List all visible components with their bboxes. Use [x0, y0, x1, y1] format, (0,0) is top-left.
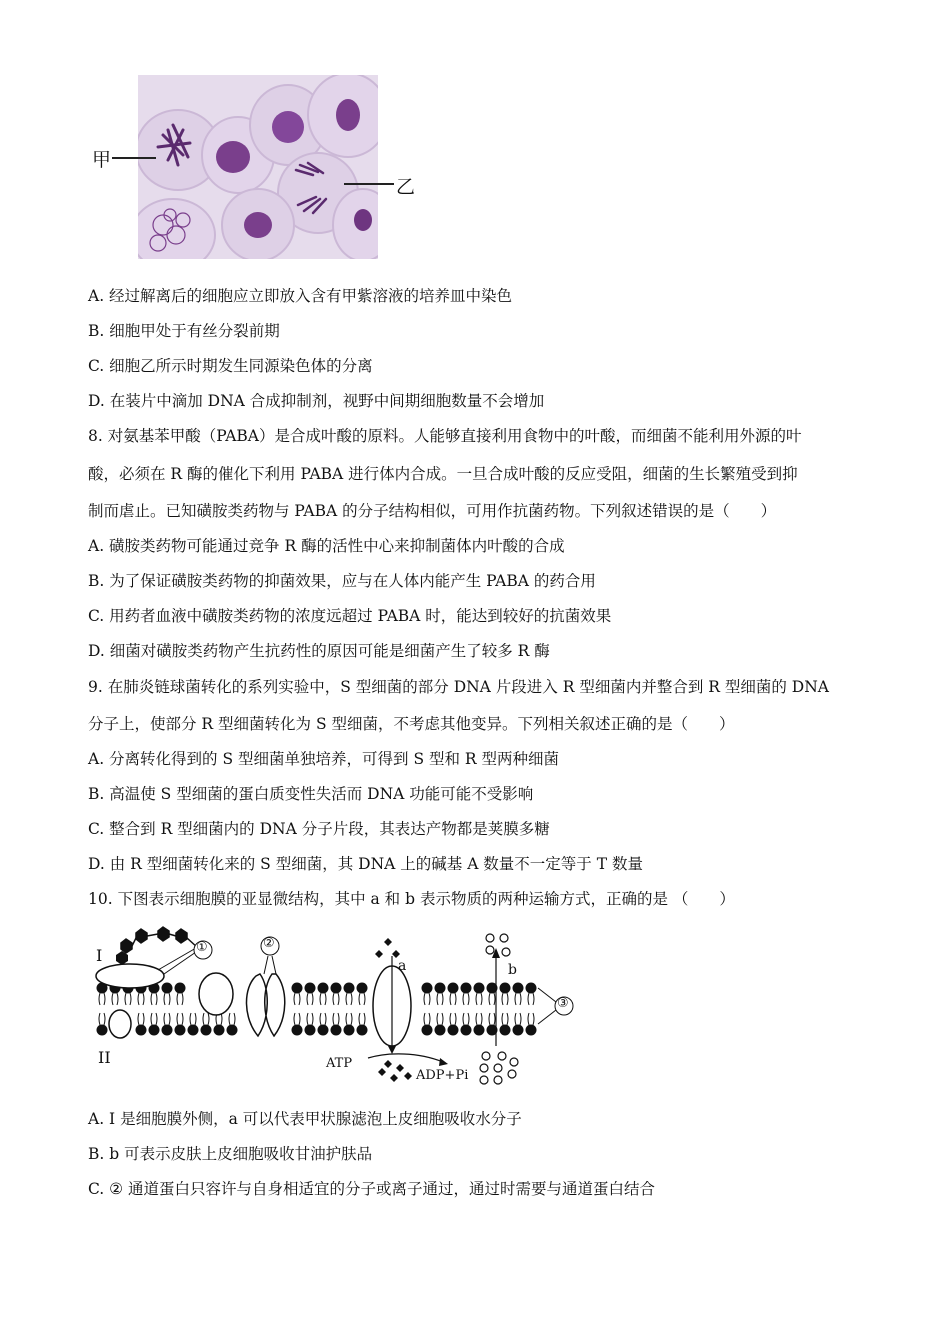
- phospholipid-head: [188, 1025, 199, 1036]
- phospholipid-tail: [333, 993, 339, 1005]
- mitosis-micrograph: [138, 75, 378, 259]
- phospholipid-tail: [99, 1013, 105, 1025]
- phospholipid-head: [513, 983, 524, 994]
- q8-option-c: C. 用药者血液中磺胺类药物的浓度远超过 PABA 时，能达到较好的抗菌效果: [88, 607, 612, 625]
- phospholipid-head: [422, 983, 433, 994]
- phospholipid-tail: [489, 1013, 495, 1025]
- phospholipid-tail: [203, 1013, 209, 1025]
- membrane-protein: [199, 973, 233, 1015]
- glycoprotein: [121, 927, 198, 953]
- label-3: ③: [557, 996, 569, 1011]
- q8-stem-line: 酸，必须在 R 酶的催化下利用 PABA 进行体内合成。一旦合成叶酸的反应受阻，细菌的生长繁殖受到抑: [88, 465, 798, 483]
- phospholipid-tail: [112, 993, 118, 1005]
- phospholipid-tail: [346, 993, 352, 1005]
- phospholipid-head: [500, 983, 511, 994]
- q10-option-c: C. ② 通道蛋白只容许与自身相适宜的分子或离子通过，通过时需要与通道蛋白结合: [88, 1180, 655, 1198]
- phospholipid-head: [435, 1025, 446, 1036]
- phospholipid-head: [227, 1025, 238, 1036]
- phospholipid-tail: [359, 993, 365, 1005]
- phospholipid-tail: [528, 993, 534, 1005]
- phospholipid-tail: [515, 1013, 521, 1025]
- phospholipid-head: [357, 983, 368, 994]
- phospholipid-head: [344, 983, 355, 994]
- phospholipid-head: [448, 983, 459, 994]
- phospholipid-tail: [489, 993, 495, 1005]
- phospholipid-tail: [229, 1013, 235, 1025]
- q9-option-a: A. 分离转化得到的 S 型细菌单独培养，可得到 S 型和 R 型两种细菌: [88, 750, 560, 768]
- label-a: a: [398, 958, 407, 974]
- diamond-particle: [392, 950, 400, 958]
- phospholipid-head: [175, 1025, 186, 1036]
- phospholipid-tail: [190, 1013, 196, 1025]
- phospholipid-head: [292, 1025, 303, 1036]
- phospholipid-tail: [476, 993, 482, 1005]
- label-side-I: I: [96, 946, 103, 965]
- peripheral-protein: [109, 1010, 131, 1038]
- phospholipid-tail: [515, 993, 521, 1005]
- q8-option-b: B. 为了保证磺胺类药物的抑菌效果，应与在人体内能产生 PABA 的药合用: [88, 572, 596, 590]
- phospholipid-head: [344, 1025, 355, 1036]
- phospholipid-tail: [320, 993, 326, 1005]
- diamond-particle: [384, 938, 392, 946]
- diamond-particle: [396, 1064, 404, 1072]
- phospholipid-head: [97, 1025, 108, 1036]
- diamond-particle: [404, 1072, 412, 1080]
- label-side-II: II: [98, 1048, 111, 1067]
- phospholipid-tail: [320, 1013, 326, 1025]
- phospholipid-tail: [294, 993, 300, 1005]
- phospholipid-tail: [463, 1013, 469, 1025]
- label-cell-jia: 甲: [92, 149, 112, 171]
- q10-stem: 10. 下图表示细胞膜的亚显微结构，其中 a 和 b 表示物质的两种运输方式，正确的是 （ ）: [88, 890, 735, 908]
- label-1: ①: [196, 940, 208, 955]
- phospholipid-tail: [424, 1013, 430, 1025]
- phospholipid-tail: [359, 1013, 365, 1025]
- phospholipid-head: [474, 1025, 485, 1036]
- q9-option-d: D. 由 R 型细菌转化来的 S 型细菌，其 DNA 上的碱基 A 数量不一定等于 T 数量: [88, 855, 644, 873]
- phospholipid-head: [318, 1025, 329, 1036]
- phospholipid-tail: [138, 993, 144, 1005]
- phospholipid-head: [201, 1025, 212, 1036]
- phospholipid-tail: [177, 1013, 183, 1025]
- phospholipid-head: [448, 1025, 459, 1036]
- label-b: b: [508, 962, 517, 978]
- q8-stem-line: 8. 对氨基苯甲酸（PABA）是合成叶酸的原料。人能够直接利用食物中的叶酸，而细菌不能利用外源的叶: [88, 427, 802, 445]
- phospholipid-head: [136, 1025, 147, 1036]
- phospholipid-tail: [502, 993, 508, 1005]
- phospholipid-head: [422, 1025, 433, 1036]
- q9-stem-line: 分子上，使部分 R 型细菌转化为 S 型细菌，不考虑其他变异。下列相关叙述正确的是（ ）: [88, 715, 735, 733]
- phospholipid-head: [461, 1025, 472, 1036]
- phospholipid-tail: [463, 993, 469, 1005]
- phospholipid-tail: [346, 1013, 352, 1025]
- phospholipid-tail: [307, 993, 313, 1005]
- phospholipid-head: [474, 983, 485, 994]
- phospholipid-tail: [424, 993, 430, 1005]
- q8-stem-line: 制而虐止。已知磺胺类药物与 PABA 的分子结构相似，可用作抗菌药物。下列叙述错误的是（ ）: [88, 502, 777, 520]
- pointer-line-jia: [112, 157, 156, 159]
- phospholipid-head: [331, 1025, 342, 1036]
- phospholipid-tail: [476, 1013, 482, 1025]
- phospholipid-tail: [151, 993, 157, 1005]
- phospholipid-head: [331, 983, 342, 994]
- phospholipid-head: [435, 983, 446, 994]
- glycoprotein-oval: [96, 964, 164, 988]
- pointer-line-yi: [344, 183, 394, 185]
- phospholipid-tail: [138, 1013, 144, 1025]
- phospholipid-head: [513, 1025, 524, 1036]
- phospholipid-head: [305, 983, 316, 994]
- q9-option-c: C. 整合到 R 型细菌内的 DNA 分子片段，其表达产物都是荚膜多糖: [88, 820, 550, 838]
- atp-arrow: [368, 1054, 443, 1062]
- phospholipid-head: [500, 1025, 511, 1036]
- label-cell-yi: 乙: [396, 176, 416, 198]
- phospholipid-head: [318, 983, 329, 994]
- phospholipid-tail: [450, 993, 456, 1005]
- phospholipid-tail: [437, 993, 443, 1005]
- phospholipid-head: [149, 1025, 160, 1036]
- phospholipid-tail: [450, 1013, 456, 1025]
- diamond-particle: [384, 1060, 392, 1068]
- phospholipid-tail: [164, 1013, 170, 1025]
- phospholipid-tail: [177, 993, 183, 1005]
- phospholipid-head: [305, 1025, 316, 1036]
- q9-option-b: B. 高温使 S 型细菌的蛋白质变性失活而 DNA 功能可能不受影响: [88, 785, 534, 803]
- phospholipid-head: [461, 983, 472, 994]
- diamond-particle: [375, 950, 383, 958]
- phospholipid-tail: [99, 993, 105, 1005]
- phospholipid-tail: [333, 1013, 339, 1025]
- phospholipid-head: [214, 1025, 225, 1036]
- q7-option-c: C. 细胞乙所示时期发生同源染色体的分离: [88, 357, 373, 375]
- label-adp: ADP+Pi: [416, 1068, 469, 1083]
- channel-protein: [246, 974, 284, 1036]
- label-2: ②: [263, 936, 275, 951]
- q9-stem-line: 9. 在肺炎链球菌转化的系列实验中，S 型细菌的部分 DNA 片段进入 R 型细菌内并整合到 R 型细菌的 DNA: [88, 678, 829, 696]
- phospholipid-tail: [502, 1013, 508, 1025]
- phospholipid-tail: [437, 1013, 443, 1025]
- phospholipid-tail: [125, 993, 131, 1005]
- phospholipid-tail: [294, 1013, 300, 1025]
- cell-membrane-diagram: [88, 918, 588, 1094]
- phospholipid-head: [162, 1025, 173, 1036]
- q7-option-b: B. 细胞甲处于有丝分裂前期: [88, 322, 280, 340]
- phospholipid-tail: [528, 1013, 534, 1025]
- phospholipid-tail: [164, 993, 170, 1005]
- phospholipid-head: [175, 983, 186, 994]
- phospholipid-head: [162, 983, 173, 994]
- q10-option-b: B. b 可表示皮肤上皮细胞吸收甘油护肤品: [88, 1145, 373, 1163]
- q8-option-d: D. 细菌对磺胺类药物产生抗药性的原因可能是细菌产生了较多 R 酶: [88, 642, 550, 660]
- phospholipid-head: [526, 1025, 537, 1036]
- phospholipid-head: [526, 983, 537, 994]
- q10-option-a: A. Ⅰ 是细胞膜外侧，a 可以代表甲状腺滤泡上皮细胞吸收水分子: [88, 1110, 522, 1128]
- phospholipid-tail: [307, 1013, 313, 1025]
- diamond-particle: [378, 1068, 386, 1076]
- phospholipid-head: [357, 1025, 368, 1036]
- phospholipid-head: [292, 983, 303, 994]
- q8-option-a: A. 磺胺类药物可能通过竞争 R 酶的活性中心来抑制菌体内叶酸的合成: [88, 537, 565, 555]
- diamond-particle: [390, 1074, 398, 1082]
- q7-option-a: A. 经过解离后的细胞应立即放入含有甲紫溶液的培养皿中染色: [88, 287, 513, 305]
- phospholipid-tail: [151, 1013, 157, 1025]
- q7-option-d: D. 在装片中滴加 DNA 合成抑制剂，视野中间期细胞数量不会增加: [88, 392, 545, 410]
- label-atp: ATP: [326, 1056, 353, 1071]
